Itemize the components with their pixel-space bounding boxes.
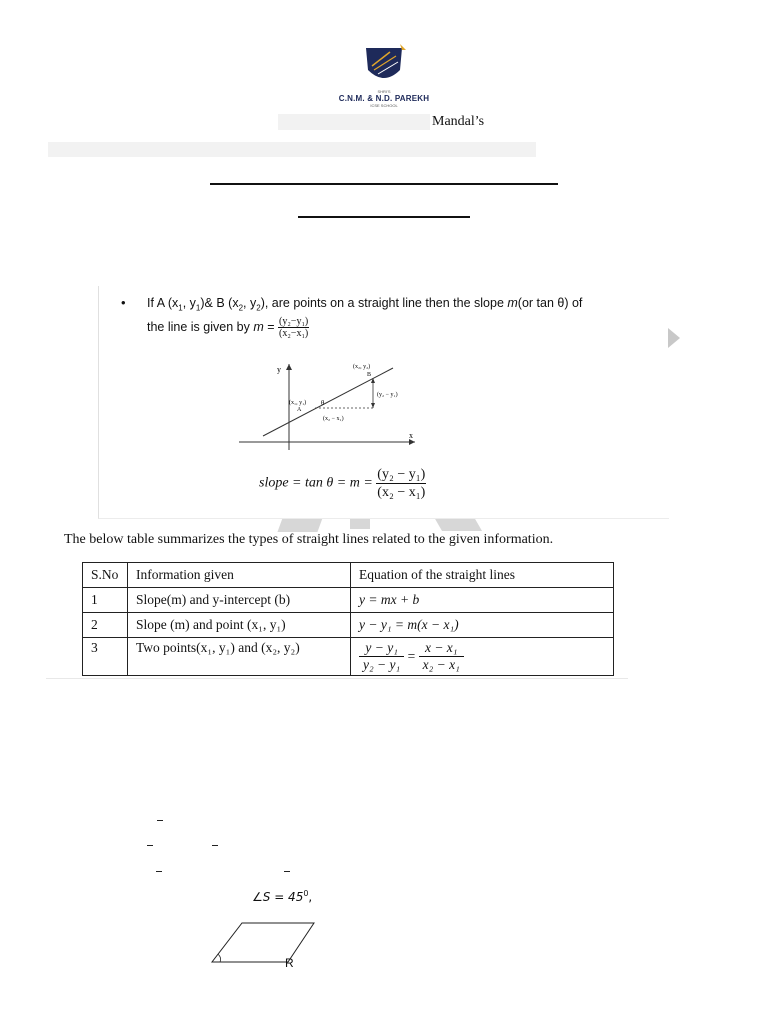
table-row bbox=[83, 638, 614, 676]
a-label: A bbox=[297, 407, 302, 413]
overline-mark bbox=[156, 871, 162, 872]
vertex-label-r: R bbox=[285, 956, 294, 970]
equation-fraction-right: $\frac{\text{x − x₁}}{\text{x₂ − x₁}}$ bbox=[419, 640, 464, 673]
title-underline bbox=[210, 183, 558, 185]
table-row bbox=[83, 588, 614, 613]
watermark-fragment bbox=[434, 517, 482, 531]
subtitle-underline bbox=[298, 216, 470, 218]
overline-mark bbox=[147, 845, 153, 846]
logo-line2: C.N.M. & N.D. PAREKH bbox=[338, 94, 430, 103]
theta-label: θ bbox=[321, 399, 325, 407]
formula-fraction: $\frac{\text{(y₂ − y₁)}}{\text{(x₂ − x₁)}}$ bbox=[377, 467, 426, 500]
redacted-bar bbox=[278, 114, 430, 130]
equation-fraction-left: $\frac{\text{y − y₁}}{\text{y₂ − y₁}}$ bbox=[359, 640, 404, 673]
overline-mark bbox=[284, 871, 290, 872]
play-icon[interactable] bbox=[668, 328, 680, 348]
slope-formula: slope = tan θ = m = $\frac{\text{(y₂ − y₁)}}{\text{(x₂ − x₁)}}$ bbox=[259, 467, 426, 500]
cell-sno: 3 bbox=[83, 638, 128, 676]
cell-info: Slope (m) and point (x₁, y₁) bbox=[128, 613, 351, 638]
logo-caption bbox=[318, 88, 450, 109]
angle-statement: ∠S = $45^0$, bbox=[252, 889, 313, 904]
parallelogram-figure bbox=[208, 920, 318, 970]
overline-mark bbox=[212, 845, 218, 846]
cell-sno: 1 bbox=[83, 588, 128, 613]
slope-graph bbox=[233, 358, 423, 450]
point-a-label: (x₁, y₁) bbox=[289, 400, 307, 406]
rise-label: (y₂ − y₁) bbox=[377, 392, 398, 398]
slope-line2: the line is given by m = $\frac{\text{(y₂−y₁)}}{\text{(x₂−x₁)}}$ bbox=[147, 316, 309, 340]
slope-line1: If A ($x_1$, $y_1)\&$ B ($x_2$, $y_2$), are points on a straight line then the slope m(or tan θ) of bbox=[147, 296, 583, 313]
header-info: Information given bbox=[128, 563, 351, 588]
cell-sno: 2 bbox=[83, 613, 128, 638]
table-intro: The below table summarizes the types of straight lines related to the given information. bbox=[64, 532, 554, 547]
logo-line1: SHRI'S bbox=[377, 89, 391, 94]
x-axis-label: x bbox=[409, 431, 413, 440]
logo-line3: ICSE SCHOOL bbox=[370, 103, 398, 108]
point-b-label: (x₂, y₂) bbox=[353, 364, 371, 370]
slope-panel bbox=[98, 286, 669, 519]
table-row bbox=[83, 613, 614, 638]
cell-equation: y = mx + b bbox=[351, 588, 614, 613]
overline-mark bbox=[157, 820, 163, 821]
header-equation: Equation of the straight lines bbox=[351, 563, 614, 588]
lines-table-section bbox=[46, 532, 628, 679]
slope-fraction: $\frac{\text{(y₂−y₁)}}{\text{(x₂−x₁)}}$ bbox=[278, 316, 309, 340]
cell-info: Slope(m) and y-intercept (b) bbox=[128, 588, 351, 613]
table-header-row bbox=[83, 563, 614, 588]
cell-info: Two points(x₁, y₁) and (x₂, y₂) bbox=[128, 638, 351, 676]
mandals-text: Mandal’s bbox=[432, 114, 485, 129]
b-label: B bbox=[367, 372, 372, 378]
y-axis-label: y bbox=[277, 365, 281, 374]
bullet: • bbox=[121, 295, 126, 310]
run-label: (x₂ − x₁) bbox=[323, 416, 344, 422]
cell-equation: y − y₁ = m(x − x₁) bbox=[351, 613, 614, 638]
watermark-fragment bbox=[277, 517, 323, 533]
straight-lines-table bbox=[82, 562, 614, 676]
header-sno: S.No bbox=[83, 563, 128, 588]
redacted-bar bbox=[48, 142, 536, 157]
cell-equation: $\frac{\text{y − y₁}}{\text{y₂ − y₁}}$ = $\frac{\text{x − x₁}}{\text{x₂ − x₁}}$ bbox=[351, 638, 614, 676]
